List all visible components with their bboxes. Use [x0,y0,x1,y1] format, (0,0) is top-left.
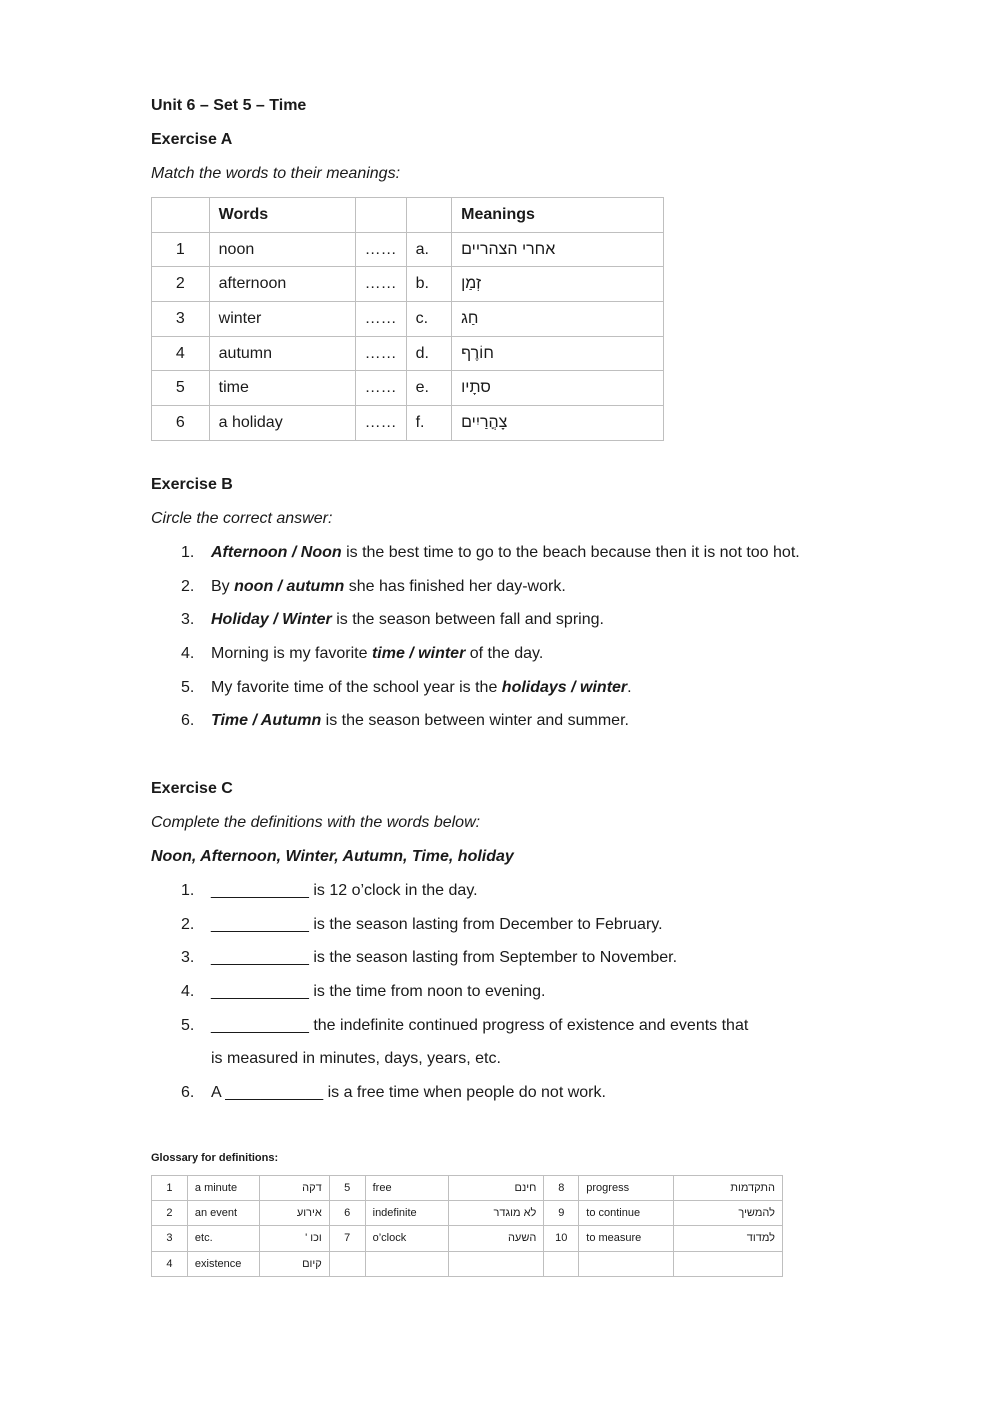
row-word: noon [209,232,355,267]
list-item: 6. Time / Autumn is the season between winter and summer. [181,712,629,730]
exercise-b-list [151,543,951,745]
glossary-number: 10 [544,1226,579,1251]
glossary-hebrew: להמשיך [674,1201,783,1226]
exercise-c-instruction: Complete the definitions with the words below: [151,814,481,831]
exercise-c-list [151,881,951,1117]
row-dots[interactable]: …… [355,336,406,371]
glossary-english [579,1251,674,1276]
header-meanings: Meanings [452,198,664,233]
glossary-hebrew: התקדמות [674,1176,783,1201]
row-word: afternoon [209,267,355,302]
row-dots[interactable]: …… [355,302,406,337]
glossary-english: etc. [187,1226,259,1251]
row-dots[interactable]: …… [355,371,406,406]
exercise-b-instruction: Circle the correct answer: [151,510,333,527]
glossary-hebrew [448,1251,544,1276]
row-dots[interactable]: …… [355,232,406,267]
row-letter: e. [406,371,452,406]
glossary-hebrew: אירוע [259,1201,329,1226]
glossary-english: a minute [187,1176,259,1201]
answer-choice[interactable]: time / winter [371,645,466,663]
answer-choice[interactable]: Holiday / Winter [211,611,332,629]
glossary-number: 9 [544,1201,579,1226]
row-word: autumn [209,336,355,371]
row-word: a holiday [209,406,355,441]
row-letter: d. [406,336,452,371]
glossary-english: indefinite [365,1201,448,1226]
glossary-english: an event [187,1201,259,1226]
glossary-english: to measure [579,1226,674,1251]
glossary-hebrew: קיום [259,1251,329,1276]
answer-blank[interactable]: ___________ [211,1016,309,1034]
glossary-hebrew: למדוד [674,1226,783,1251]
list-item: 2. ___________ is the season lasting from December to February. [181,915,663,933]
glossary-number: 2 [152,1201,188,1226]
glossary-number: 1 [152,1176,188,1201]
row-letter: b. [406,267,452,302]
answer-choice[interactable]: noon / autumn [234,577,345,595]
exercise-c-heading: Exercise C [151,780,233,797]
header-words: Words [209,198,355,233]
glossary-number: 3 [152,1226,188,1251]
table-row [152,336,664,371]
exercise-a-heading: Exercise A [151,131,233,148]
glossary-table [151,1175,783,1277]
glossary-english: existence [187,1251,259,1276]
table-row [152,232,664,267]
glossary-row [152,1201,783,1226]
word-bank: Noon, Afternoon, Winter, Autumn, Time, holiday [151,848,514,865]
row-letter: a. [406,232,452,267]
table-row [152,371,664,406]
row-number: 6 [152,406,210,441]
row-meaning: חַג [452,302,664,337]
table-row [152,302,664,337]
glossary-english: free [365,1176,448,1201]
header-num [152,198,210,233]
glossary-english: o’clock [365,1226,448,1251]
row-dots[interactable]: …… [355,406,406,441]
answer-blank[interactable]: ___________ [211,949,309,967]
glossary-hebrew: חינם [448,1176,544,1201]
list-item: 6. A ___________ is a free time when people do not work. [181,1084,606,1102]
glossary-title: Glossary for definitions: [151,1152,279,1164]
row-dots[interactable]: …… [355,267,406,302]
exercise-b-heading: Exercise B [151,476,233,493]
glossary-number: 5 [329,1176,365,1201]
list-item: 4. Morning is my favorite time / winter of the day. [181,645,544,663]
table-header-row [152,198,664,233]
row-letter: c. [406,302,452,337]
page-title: Unit 6 – Set 5 – Time [151,97,307,114]
answer-blank[interactable]: ___________ [225,1084,324,1102]
glossary-english: to continue [579,1201,674,1226]
list-item: 5. My favorite time of the school year is the holidays / winter. [181,678,632,696]
row-meaning: צָהֳרַיִים [452,406,664,441]
list-item: 1. Afternoon / Noon is the best time to go to the beach because then it is not too hot. [181,544,800,561]
list-item: 5. ___________ the indefinite continued progress of existence and events that is measured in minutes, days, years, etc. [151,1016,951,1070]
glossary-english [365,1251,448,1276]
list-item: 3. Holiday / Winter is the season between fall and spring. [181,611,604,629]
row-number: 5 [152,371,210,406]
glossary-hebrew: וכו ' [259,1226,329,1251]
header-dots [355,198,406,233]
glossary-number [544,1251,579,1276]
glossary-number: 7 [329,1226,365,1251]
row-meaning: חוֹרֶף [452,336,664,371]
continuation-line: is measured in minutes, days, years, etc. [211,1050,501,1068]
glossary-hebrew: לא מוגדר [448,1201,544,1226]
answer-blank[interactable]: ___________ [211,915,309,933]
table-row [152,267,664,302]
row-number: 1 [152,232,210,267]
glossary-hebrew [674,1251,783,1276]
row-meaning: זְמַן [452,267,664,302]
row-number: 4 [152,336,210,371]
glossary-hebrew: השעה [448,1226,544,1251]
list-item: 4. ___________ is the time from noon to evening. [181,983,546,1001]
glossary-english: progress [579,1176,674,1201]
list-item: 2. By noon / autumn she has finished her day-work. [181,577,566,595]
glossary-number: 6 [329,1201,365,1226]
row-meaning: אחרי הצהריים [452,232,664,267]
glossary-number [329,1251,365,1276]
answer-choice[interactable]: Time / Autumn [211,712,322,730]
row-word: time [209,371,355,406]
glossary-number: 4 [152,1251,188,1276]
answer-blank[interactable]: ___________ [211,983,309,1001]
matching-table [151,197,664,441]
list-item: 3. ___________ is the season lasting from September to November. [181,949,678,967]
header-letter [406,198,452,233]
glossary-row [152,1176,783,1201]
row-number: 2 [152,267,210,302]
exercise-a-instruction: Match the words to their meanings: [151,165,401,182]
glossary-row [152,1251,783,1276]
answer-blank[interactable]: ___________ [211,882,309,899]
row-number: 3 [152,302,210,337]
row-meaning: סתָיו [452,371,664,406]
list-item: 1. ___________ is 12 o’clock in the day. [181,882,478,899]
answer-choice[interactable]: Afternoon / Noon [211,544,342,561]
glossary-row [152,1226,783,1251]
answer-choice[interactable]: holidays / winter [501,678,628,696]
glossary-hebrew: דקה [259,1176,329,1201]
glossary-number: 8 [544,1176,579,1201]
row-word: winter [209,302,355,337]
row-letter: f. [406,406,452,441]
table-row [152,406,664,441]
